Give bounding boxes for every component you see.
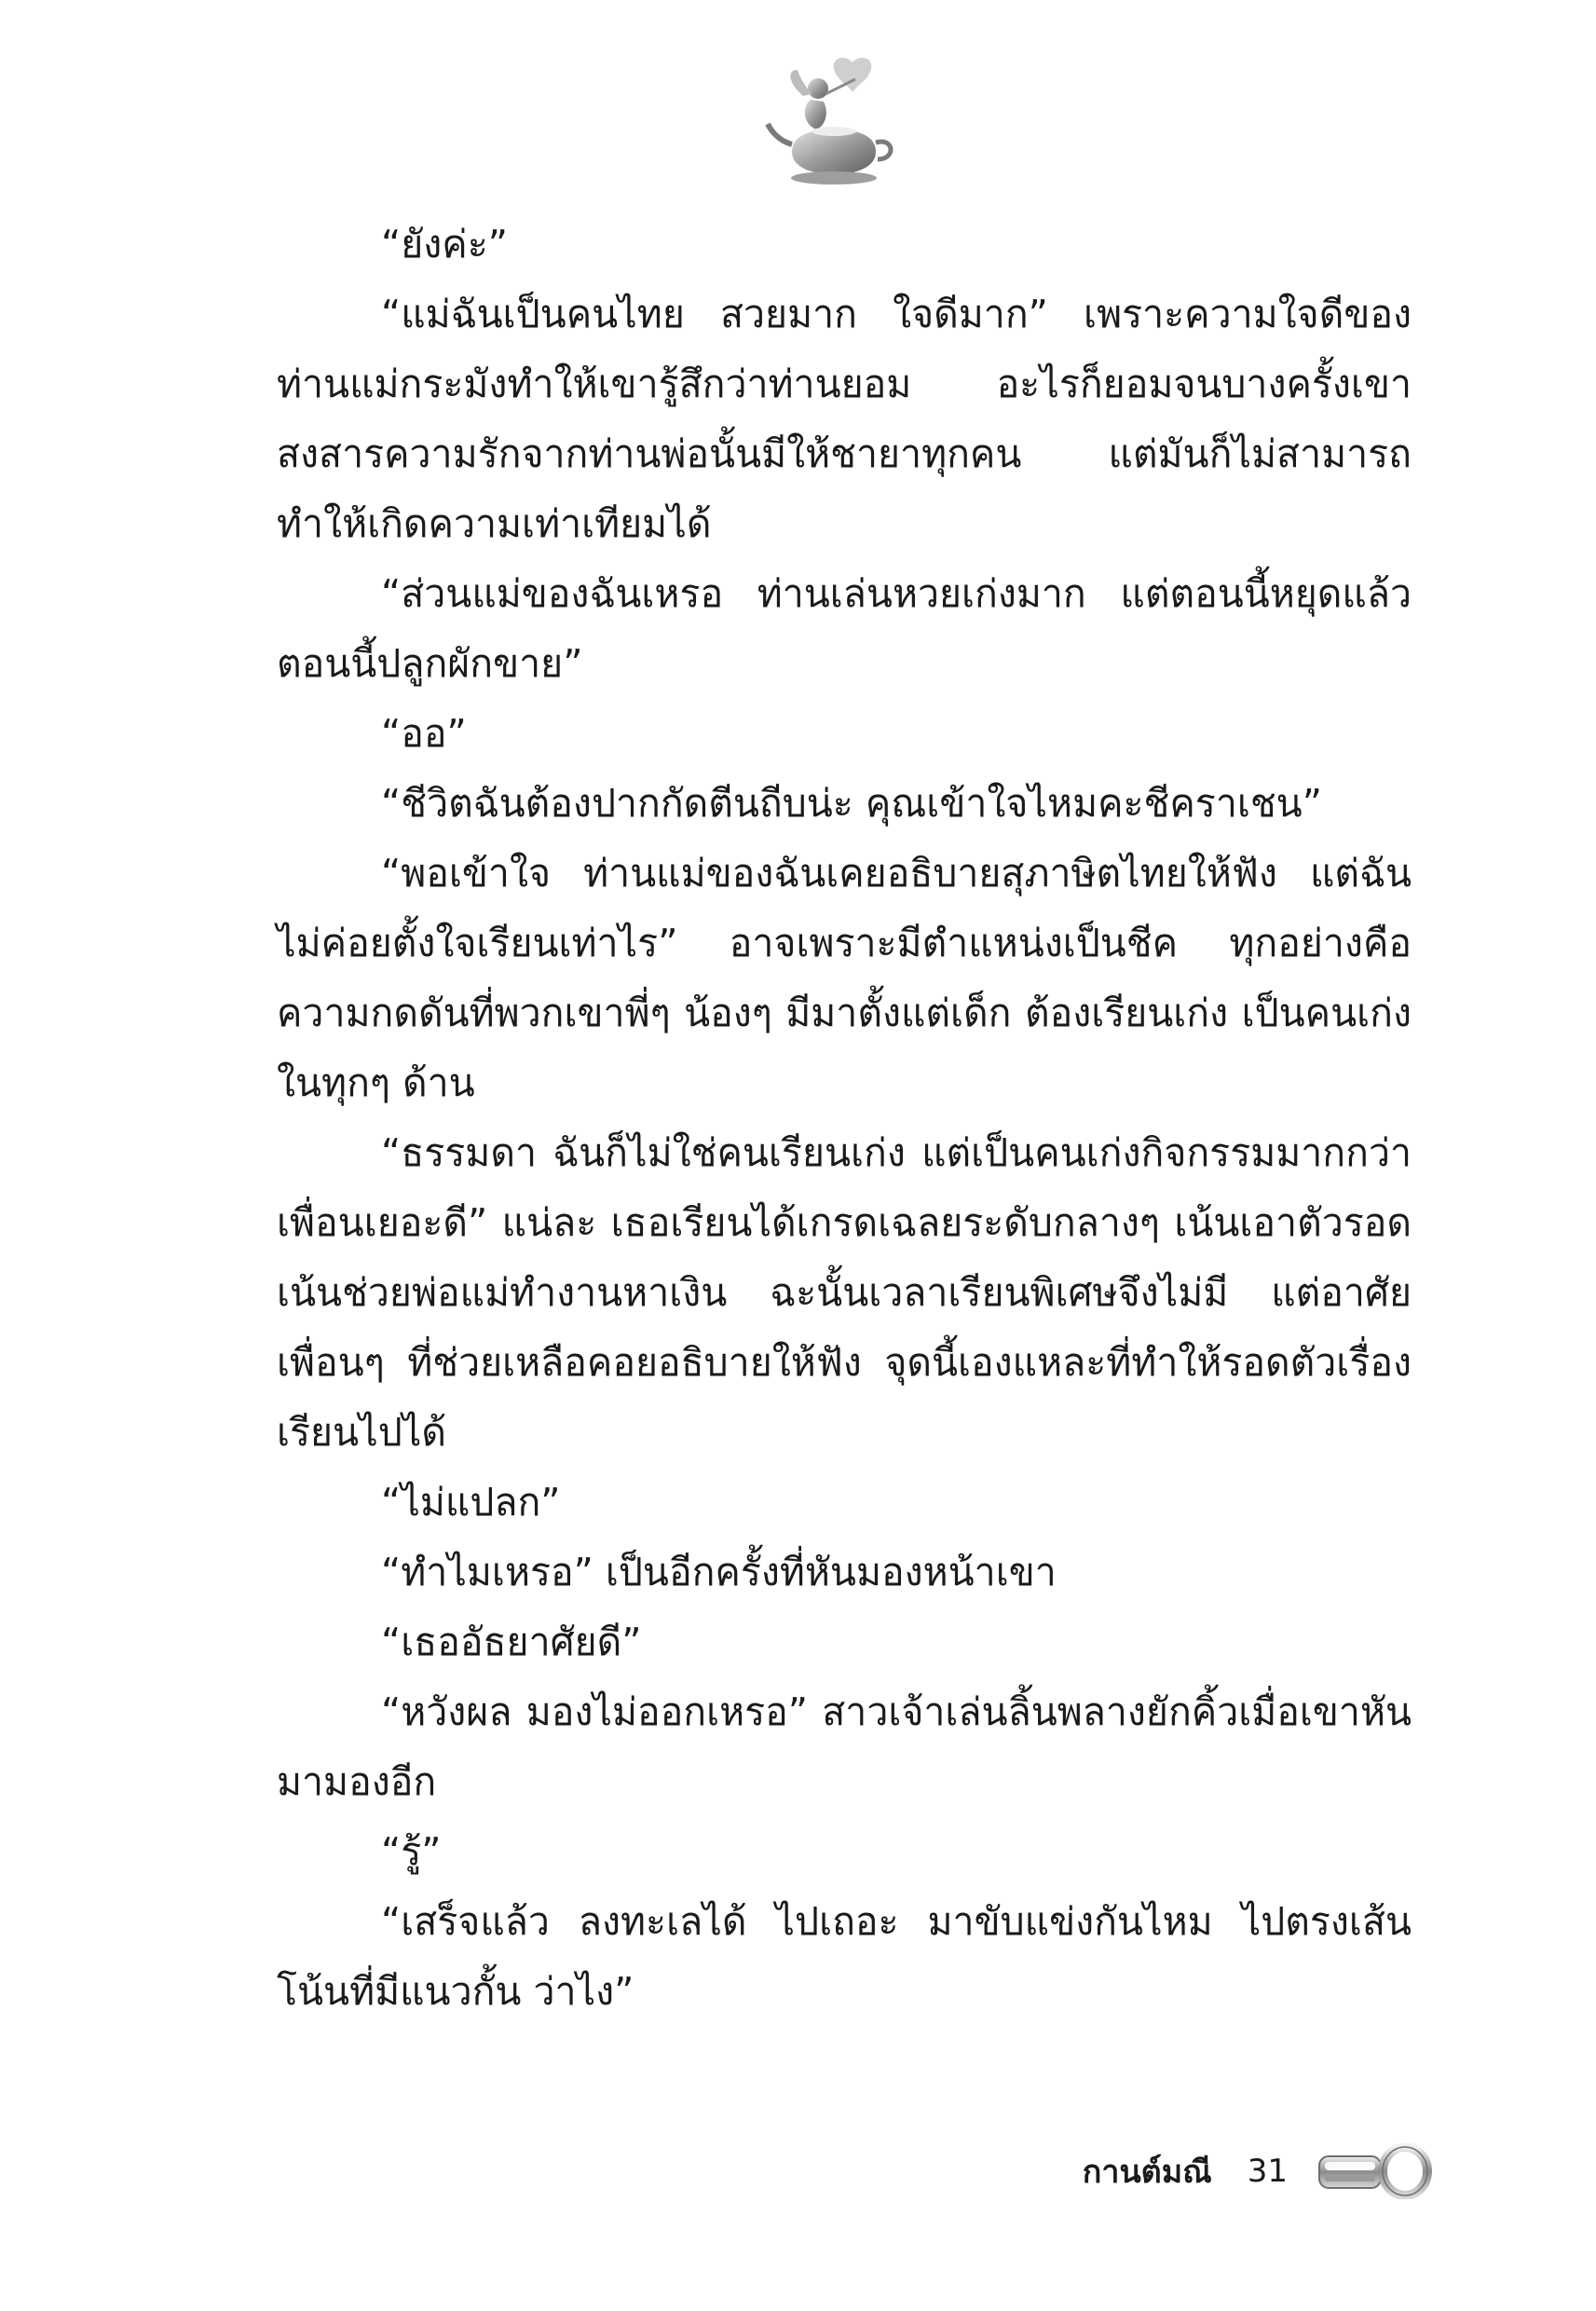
paragraph: “หวังผล มองไม่ออกเหรอ” สาวเจ้าเล่นลิ้นพลางยักคิ้วเมื่อเขาหันมามองอีก [277,1689,1412,1804]
paragraph: “ธรรมดา ฉันก็ไม่ใช่คนเรียนเก่ง แต่เป็นคนเก่งกิจกรรมมากกว่าเพื่อนเยอะดี” แน่ละ เธอเรียนได้เกรดเฉลยระดับกลางๆ เน้นเอาตัวรอด เน้นช่วยพ่อแม่ทำงานหาเงิน ฉะนั้นเวลาเรียนพิเศษจึงไม่มี แต่อาศัยเพื่อนๆ ที่ช่วยเหลือคอยอธิบายให้ฟัง จุดนี้เองแหละที่ทำให้รอดตัวเรื่องเรียนไปได้ [277,1130,1412,1455]
paragraph: “ไม่แปลก” [381,1480,561,1525]
paragraph: “พอเข้าใจ ท่านแม่ของฉันเคยอธิบายสุภาษิตไทยให้ฟัง แต่ฉันไม่ค่อยตั้งใจเรียนเท่าไร” อาจเพราะมีตำแหน่งเป็นชีค ทุกอย่างคือความกดดันที่พวกเขาพี่ๆ น้องๆ มีมาตั้งแต่เด็ก ต้องเรียนเก่ง เป็นคนเก่งในทุกๆ ด้าน [277,851,1412,1105]
paragraph: “ทำไมเหรอ” เป็นอีกครั้งที่หันมองหน้าเขา [381,1550,1057,1594]
paragraph: “ออ” [381,711,467,756]
paragraph: “ส่วนแม่ของฉันเหรอ ท่านเล่นหวยเก่งมาก แต่ตอนนี้หยุดแล้ว ตอนนี้ปลูกผักขาย” [277,571,1412,686]
paragraph: “รู้” [381,1829,442,1874]
paragraph: “เสร็จแล้ว ลงทะเลได้ ไปเถอะ มาขับแข่งกันไหม ไปตรงเส้นโน้นที่มีแนวกั้น ว่าไง” [277,1899,1412,2014]
cupid-teapot-icon [764,51,904,191]
paragraph: “แม่ฉันเป็นคนไทย สวยมาก ใจดีมาก” เพราะความใจดีของท่านแม่กระมังทำให้เขารู้สึกว่าท่านยอม อะไรก็ยอมจนบางครั้งเขาสงสารความรักจากท่านพ่อนั้นมีให้ชายาทุกคน แต่มันก็ไม่สามารถทำให้เกิดความเท่าเทียมได้ [277,292,1412,546]
body-text [277,210,1412,2027]
paragraph: “ยังค่ะ” [381,222,508,267]
paragraph: “ชีวิตฉันต้องปากกัดตีนถีบน่ะ คุณเข้าใจไหมคะชีคราเชน” [381,781,1322,826]
paragraph: “เธออัธยาศัยดี” [381,1620,642,1664]
page-footer [1044,2139,1435,2204]
wedding-rings-icon [1314,2143,1435,2199]
author-name: กานต์มณี [1082,2154,1212,2191]
page-number: 31 [1247,2153,1288,2190]
